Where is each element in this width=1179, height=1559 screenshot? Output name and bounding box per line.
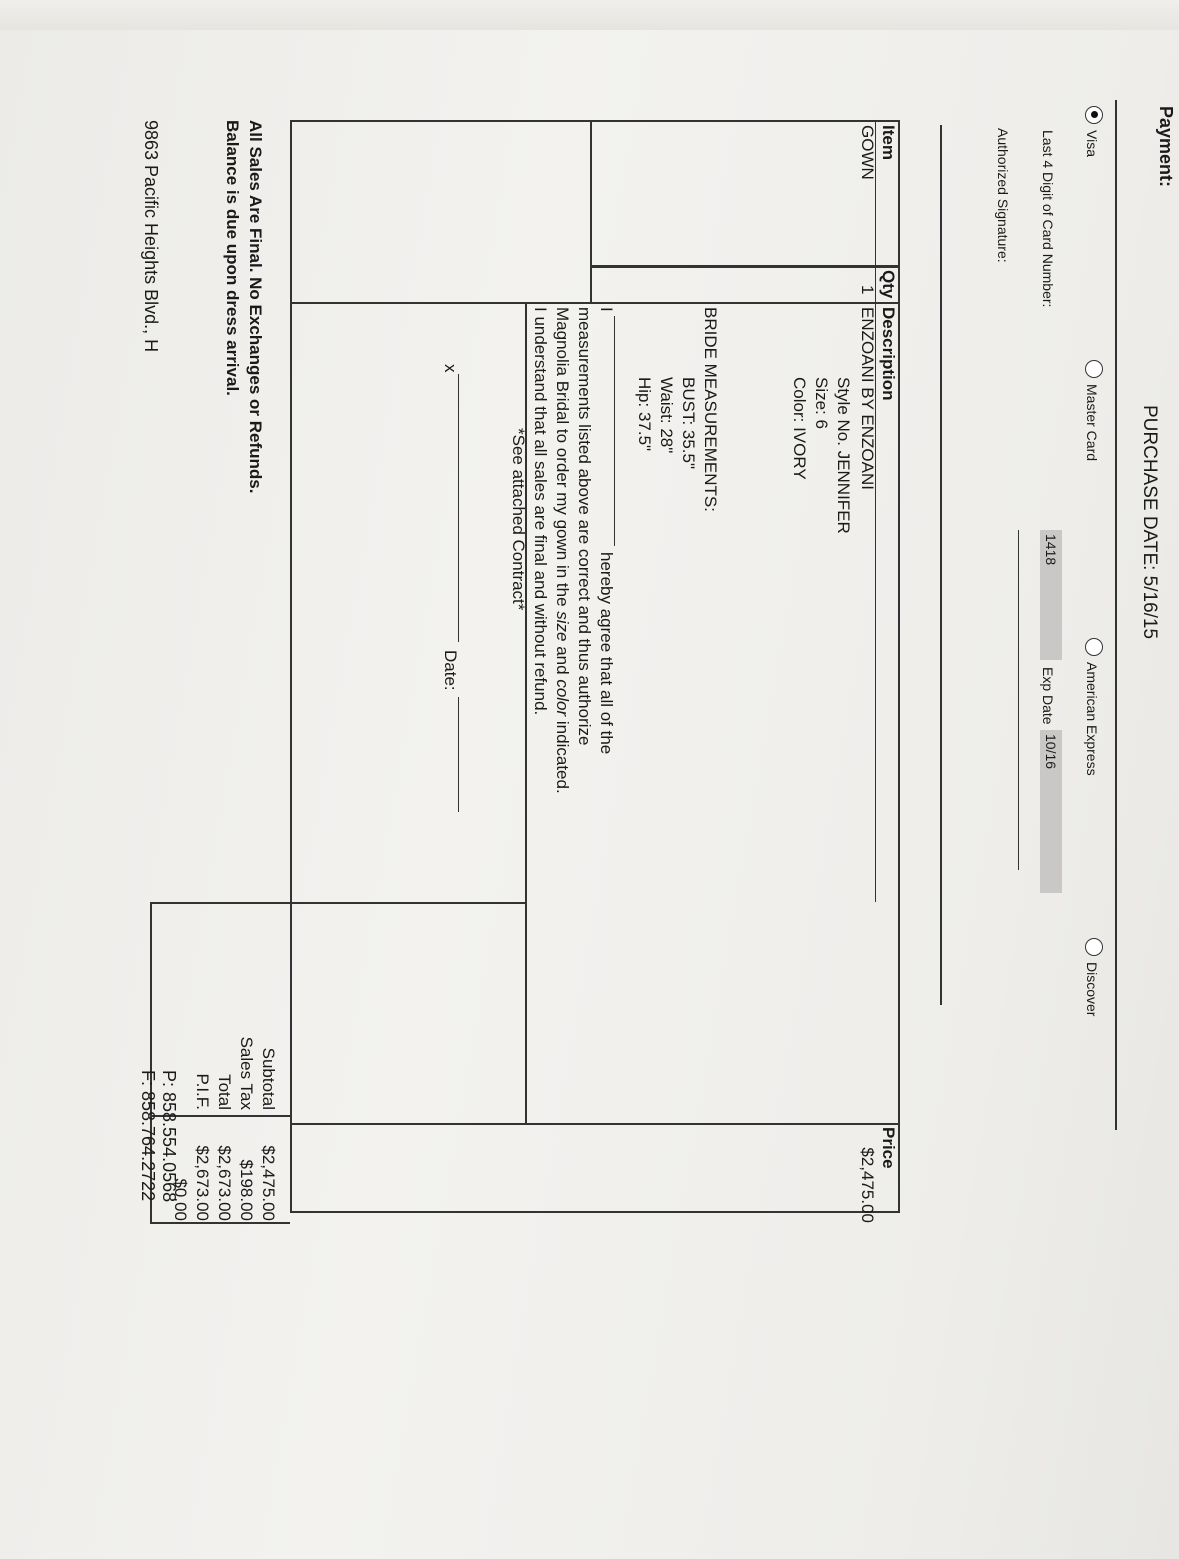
contract-note: *See attached Contract* xyxy=(509,428,528,611)
total-value: $2,673.00 xyxy=(215,1145,234,1221)
header-item: Item xyxy=(879,125,898,160)
row-color: Color: IVORY xyxy=(790,377,809,480)
price-col-divider xyxy=(290,1123,900,1125)
date-label: Date: xyxy=(441,650,460,691)
store-address: 9863 Pacific Heights Blvd., H xyxy=(141,120,161,353)
agreement-line1: hereby agree that all of the xyxy=(597,552,616,755)
agreement-line3: Magnolia Bridal to order my gown in the size and color indicated. xyxy=(553,307,572,794)
amex-label: American Express xyxy=(1084,662,1100,776)
sales-tax-label: Sales Tax xyxy=(237,1036,256,1110)
pif-value: $2,673.00 xyxy=(193,1145,212,1221)
row-price: $2,475.00 xyxy=(858,1147,877,1223)
header-description: Description xyxy=(879,307,898,401)
last4-field[interactable]: 1418 xyxy=(1040,530,1062,660)
sales-tax-value: $198.00 xyxy=(237,1159,256,1221)
header-price: Price xyxy=(879,1127,898,1169)
discover-label: Discover xyxy=(1084,962,1100,1017)
header-qty: Qty xyxy=(879,270,898,299)
measurement-waist: Waist: 28" xyxy=(657,377,676,454)
row-description: ENZOANI BY ENZOANI xyxy=(858,307,877,490)
row-size: Size: 6 xyxy=(812,377,831,429)
date-line xyxy=(458,697,459,812)
table-header-rule xyxy=(875,120,876,902)
payment-label: Payment: xyxy=(1156,106,1176,188)
agreement-name-line xyxy=(614,316,615,546)
item-col-divider xyxy=(590,265,900,268)
top-rule xyxy=(1115,100,1117,1130)
policy-line1: All Sales Are Final. No Exchanges or Refunds. xyxy=(246,120,265,494)
visa-label: Visa xyxy=(1084,130,1100,157)
totals-left-border xyxy=(150,902,525,904)
exp-date-field[interactable]: 10/16 xyxy=(1040,730,1062,893)
store-fax: F: 858.764.2722 xyxy=(138,1070,158,1202)
subtotal-label: Subtotal xyxy=(259,1047,278,1110)
agreement-prefix: I xyxy=(597,307,616,312)
item-qty-cell-rule xyxy=(590,120,592,303)
visa-radio[interactable] xyxy=(1085,106,1103,124)
customer-signature-line xyxy=(458,374,459,642)
policy-line2: Balance is due upon dress arrival. xyxy=(223,120,242,396)
section-rule xyxy=(940,125,942,1005)
row-qty: 1 xyxy=(858,285,877,295)
agreement-line4: I understand that all sales are final and without refund. xyxy=(531,307,550,716)
signature-x: x xyxy=(441,364,460,373)
mastercard-label: Master Card xyxy=(1084,384,1100,462)
agreement-line2: measurements listed above are correct and thus authorize xyxy=(575,307,594,746)
subtotal-value: $2,475.00 xyxy=(259,1145,278,1221)
purchase-date: PURCHASE DATE: 5/16/15 xyxy=(1139,405,1160,640)
amex-radio[interactable] xyxy=(1085,638,1103,656)
signature-label: Authorized Signature: xyxy=(995,128,1011,263)
discover-radio[interactable] xyxy=(1085,938,1103,956)
store-phone: P: 858.554.0568 xyxy=(159,1070,179,1203)
receipt-content xyxy=(0,30,1179,1530)
balance-value: $0.00 xyxy=(171,1178,190,1221)
signature-line xyxy=(1018,530,1019,870)
qty-col-divider xyxy=(290,302,900,304)
total-label: Total xyxy=(215,1074,234,1110)
pif-label: P.I.F. xyxy=(193,1073,212,1110)
items-table xyxy=(290,120,900,1213)
exp-date-label: Exp Date xyxy=(1040,667,1056,725)
measurement-bust: BUST: 35.5" xyxy=(679,377,698,470)
mastercard-radio[interactable] xyxy=(1085,360,1103,378)
desc-bottom-rule xyxy=(525,302,527,1124)
last4-label: Last 4 Digit of Card Number: xyxy=(1040,130,1056,308)
row-item: GOWN xyxy=(858,125,877,180)
measurement-hip: Hip: 37.5" xyxy=(635,377,654,452)
measurements-title: BRIDE MEASUREMENTS: xyxy=(701,307,720,512)
row-style: Style No. JENNIFER xyxy=(834,377,853,534)
